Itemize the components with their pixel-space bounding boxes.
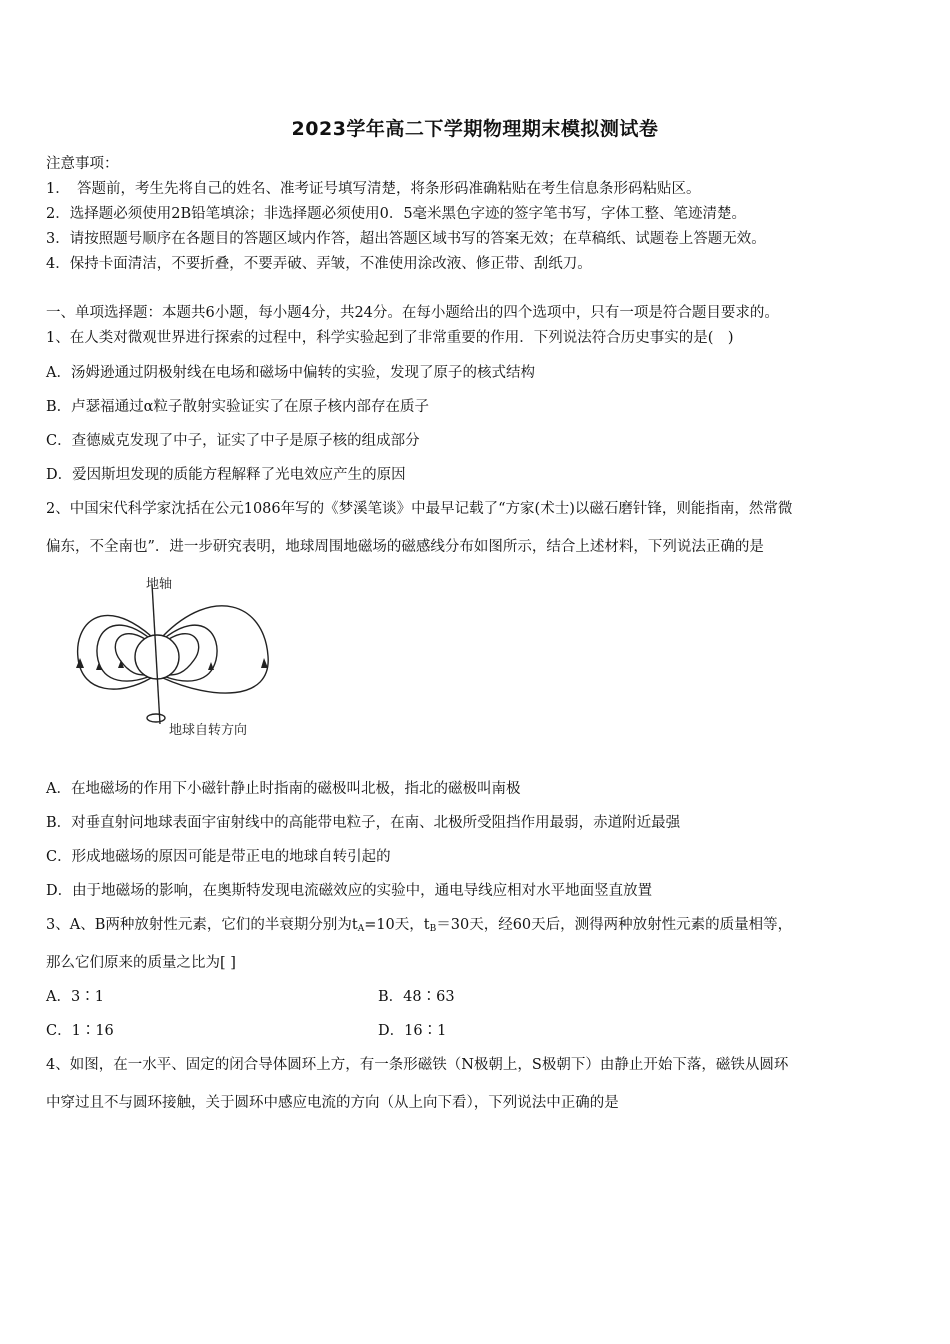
question-1-option-b: B．卢瑟福通过α粒子散射实验证实了在原子核内部存在质子 <box>46 399 429 415</box>
question-2-option-b: B．对垂直射问地球表面宇宙射线中的高能带电粒子，在南、北极所受阻挡作用最弱，赤道附近最强 <box>46 815 681 831</box>
rotation-ring <box>147 714 165 722</box>
question-3-option-c: C．1∶16 <box>46 1023 114 1039</box>
question-3-stem-part: 3、A、B两种放射性元素，它们的半衰期分别为t <box>46 917 358 933</box>
notice-heading: 注意事项： <box>46 156 119 172</box>
section-heading: 一、单项选择题：本题共6小题，每小题4分，共24分。在每小题给出的四个选项中，只有一项是符合题目要求的。 <box>46 305 779 321</box>
question-1-option-c: C．查德威克发现了中子，证实了中子是原子核的组成部分 <box>46 433 420 449</box>
question-3-stem-line-1 <box>46 913 792 934</box>
question-3-option-a: A．3∶1 <box>46 989 104 1005</box>
question-2-stem-line-2: 偏东，不全南也”．进一步研究表明，地球周围地磁场的磁感线分布如图所示，结合上述材料，下列说法正确的是 <box>46 539 764 555</box>
question-4-stem-line-2: 中穿过且不与圆环接触，关于圆环中感应电流的方向（从上向下看），下列说法中正确的是 <box>46 1095 619 1111</box>
question-3-stem-line-2: 那么它们原来的质量之比为[ ] <box>46 955 236 971</box>
question-1-stem: 1、在人类对微观世界进行探索的过程中，科学实验起到了非常重要的作用．下列说法符合历史事实的是( ) <box>46 330 734 346</box>
half-life-subscript-b: B <box>429 924 437 934</box>
earth-axis-line <box>152 584 160 724</box>
question-2-option-c: C．形成地磁场的原因可能是带正电的地球自转引起的 <box>46 849 391 865</box>
field-lines-left <box>78 615 151 689</box>
notice-item-4: 4．保持卡面清洁，不要折叠，不要弄破、弄皱，不准使用涂改液、修正带、刮纸刀。 <box>46 256 592 272</box>
question-3-option-b: B．48∶63 <box>378 989 455 1005</box>
field-arrows <box>76 658 268 670</box>
page-title: 2023学年高二下学期物理期末模拟测试卷 <box>291 118 659 140</box>
question-1-option-d: D．爱因斯坦发现的质能方程解释了光电效应产生的原因 <box>46 467 406 483</box>
question-3-stem-part: =10天，t <box>364 917 430 933</box>
field-lines-right <box>163 606 268 693</box>
half-life-subscript-a: A <box>357 924 365 934</box>
question-4-stem-line-1: 4、如图，在一水平、固定的闭合导体圆环上方，有一条形磁铁（N极朝上，S极朝下）由静止开始下落，磁铁从圆环 <box>46 1057 789 1073</box>
question-2-option-d: D．由于地磁场的影响，在奥斯特发现电流磁效应的实验中，通电导线应相对水平地面竖直放置 <box>46 883 653 899</box>
rotation-direction-label: 地球自转方向 <box>169 723 248 738</box>
question-2-stem-line-1: 2、中国宋代科学家沈括在公元1086年写的《梦溪笔谈》中最早记载了“方家(术士)以磁石磨针锋，则能指南，然常微 <box>46 501 793 517</box>
notice-item-1: 1． 答题前，考生先将自己的姓名、准考证号填写清楚，将条形码准确粘贴在考生信息条形码粘贴区。 <box>46 181 701 197</box>
question-3-option-d: D．16∶1 <box>378 1023 447 1039</box>
notice-item-2: 2．选择题必须使用2B铅笔填涂；非选择题必须使用0．5毫米黑色字迹的签字笔书写，字体工整、笔迹清楚。 <box>46 206 747 222</box>
geomagnetic-field-figure <box>72 572 282 742</box>
question-3-stem-part: ＝30天，经60天后，测得两种放射性元素的质量相等， <box>436 917 793 933</box>
earth-axis-label: 地轴 <box>146 577 173 592</box>
question-1-option-a: A．汤姆逊通过阴极射线在电场和磁场中偏转的实验，发现了原子的核式结构 <box>46 365 535 381</box>
question-2-option-a: A．在地磁场的作用下小磁针静止时指南的磁极叫北极，指北的磁极叫南极 <box>46 781 521 797</box>
notice-item-3: 3．请按照题号顺序在各题目的答题区域内作答，超出答题区域书写的答案无效；在草稿纸、试题卷上答题无效。 <box>46 231 766 247</box>
